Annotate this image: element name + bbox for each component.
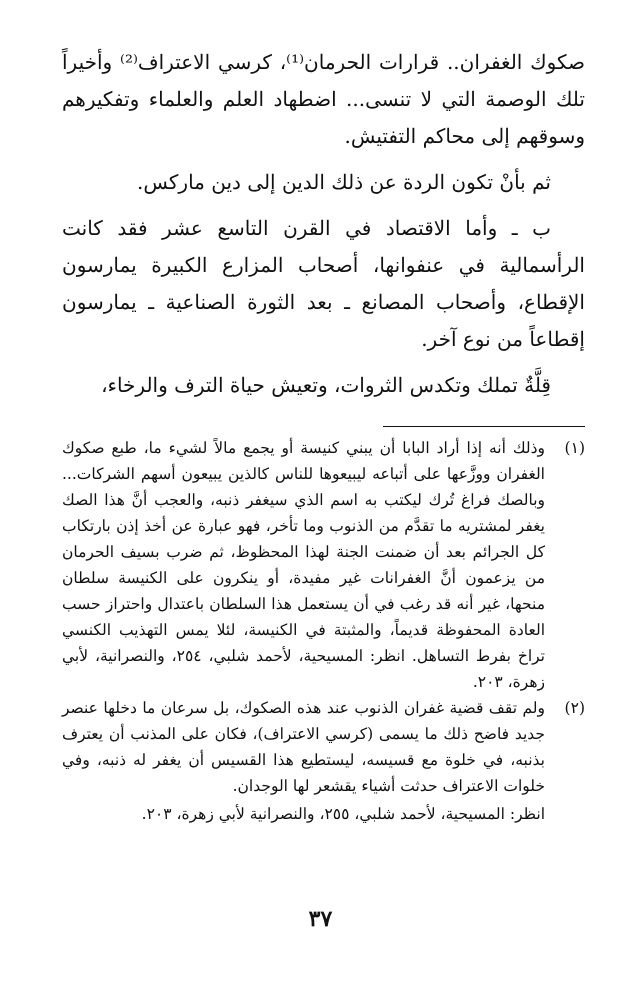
footnote-1 — [62, 435, 585, 695]
footnote-1-text: وذلك أنه إذا أراد البابا أن يبني كنيسة أو يجمع مالاً لشيء ما، طبع صكوك الغفران ووزَّعها على أتباعه ليبيعوها للناس كالذين يبيعون أسهم الشركات... وبالصك فراغ تُرك ليكتب به اسم الذي سيغفر ذنبه، والعجب أنَّ هذا الصك يغفر لمشتريه ما تقدَّم من الذنوب وما تأخر، فهو عبارة عن أخذ إذن بارتكاب كل الجرائم بعد أن ضمنت الجنة لهذا المحظوظ، ثم ضرب بسيف الحرمان من يزعمون أنَّ الغفرانات غير مفيدة، أو ينكرون على الكنيسة سلطان منحها، غير أنه قد رغب في أن يستعمل هذا السلطان باعتدال واحتراز حسب العادة المحفوظة قديماً، والمثبتة في الكنيسة، لئلا يمس التهذيب الكنسي تراخ بفرط التساهل. انظر: المسيحية، لأحمد شلبي، ٢٥٤، والنصرانية، لأبي زهرة، ٢٠٣. — [62, 439, 546, 691]
main-text — [62, 44, 585, 404]
footnote-2-reference: انظر: المسيحية، لأحمد شلبي، ٢٥٥، والنصرانية لأبي زهرة، ٢٠٣. — [141, 805, 545, 823]
footnote-separator — [383, 426, 585, 427]
footnote-2-number: (٢) — [564, 699, 585, 717]
paragraph-4: قِلَّةٌ تملك وتكدس الثروات، وتعيش حياة الترف والرخاء، — [101, 373, 551, 397]
footnotes — [62, 435, 585, 827]
paragraph-1: صكوك الغفران.. قرارات الحرمان⁽¹⁾، كرسي الاعتراف⁽²⁾ وأخيراً تلك الوصمة التي لا تنسى... اضطهاد العلم والعلماء وتفكيرهم وسوقهم إلى محاكم التفتيش. — [62, 50, 586, 148]
footnote-2 — [62, 695, 585, 799]
footnote-2-text: ولم تقف قضية غفران الذنوب عند هذه الصكوك، بل سرعان ما دخلها عنصر جديد فاضح ذلك ما يسمى (كرسي الاعتراف)، فكان على المذنب أن يعترف بذنبه، في خلوة مع قسيسه، ليستطيع هذا القسيس أن يغفر له ذنبه، وفي خلوات الاعتراف حدثت أشياء يقشعر لها الوجدان. — [62, 699, 545, 795]
page-number: ٣٧ — [308, 906, 333, 932]
paragraph-2: ثم بأنْ تكون الردة عن ذلك الدين إلى دين ماركس. — [137, 170, 551, 194]
paragraph-3: ب ـ وأما الاقتصاد في القرن التاسع عشر فقد كانت الرأسمالية في عنفوانها، أصحاب المزارع الكبيرة يمارسون الإقطاع، وأصحاب المصانع ـ بعد الثورة الصناعية ـ يمارسون إقطاعاً من نوع آخر. — [62, 216, 585, 351]
footnote-1-number: (١) — [564, 439, 585, 457]
